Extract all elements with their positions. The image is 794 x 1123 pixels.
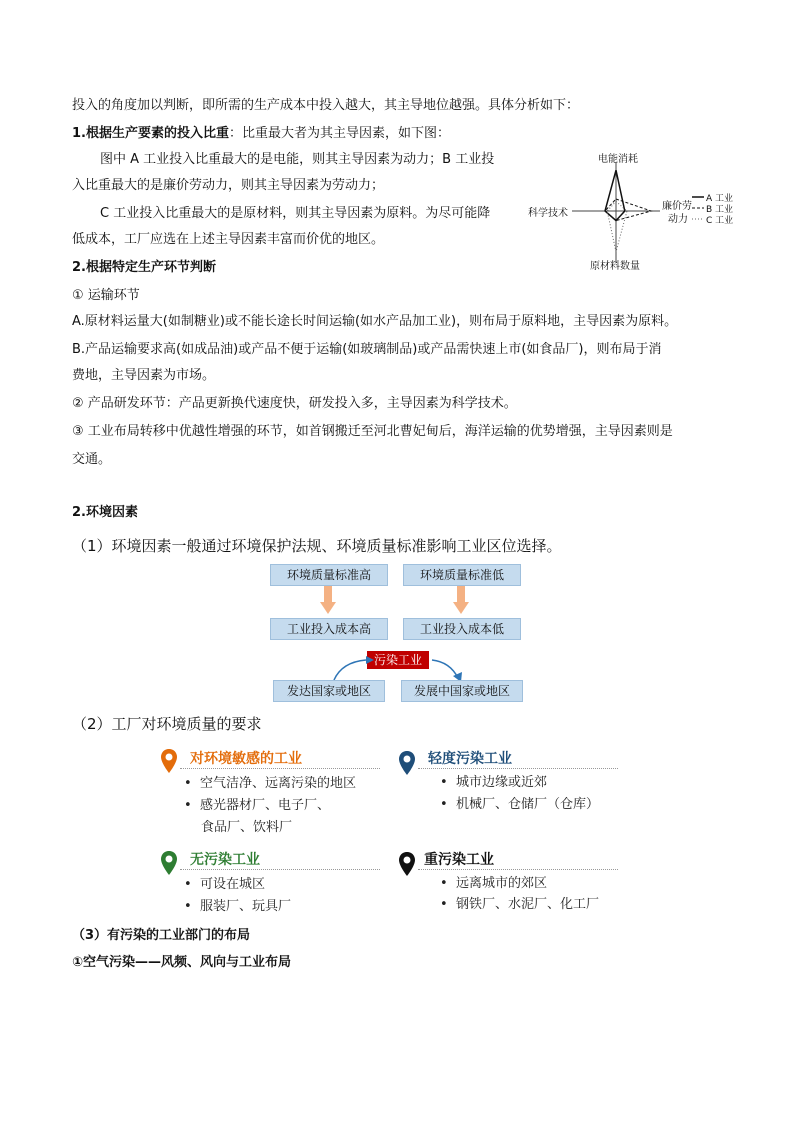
arrow-down-icon [320, 586, 336, 616]
pollution-industry-box: 污染工业 [367, 651, 429, 669]
developing-country-box: 发展中国家或地区 [401, 680, 523, 702]
radar-label-left: 科学技术 [528, 208, 568, 219]
process-heading: 2.根据特定生产环节判断 [72, 260, 216, 275]
paragraph-a-line2: 入比重最大的是廉价劳动力，则其主导因素为劳动力； [72, 178, 385, 193]
env-p3: （3）有污染的工业部门的布局 [72, 928, 251, 943]
env-p2: （2）工厂对环境质量的要求 [72, 715, 262, 733]
map-pin-icon [160, 850, 178, 876]
developed-country-box: 发达国家或地区 [273, 680, 385, 702]
heavy-pollution-title: 重污染工业 [424, 852, 494, 868]
high-standard-box: 环境质量标准高 [270, 564, 388, 586]
low-cost-box: 工业投入成本低 [403, 618, 521, 640]
env-heading: 2.环境因素 [72, 505, 138, 520]
env-p1: （1）环境因素一般通过环境保护法规、环境质量标准影响工业区位选择。 [72, 537, 562, 555]
transfer-item-line2: 交通。 [72, 452, 112, 467]
transport-item: ① 运输环节 [72, 288, 140, 303]
no-pollution-title: 无污染工业 [190, 852, 260, 868]
list-item: • 空气洁净、远离污染的地区 [184, 776, 356, 791]
divider [418, 768, 618, 769]
light-pollution-title: 轻度污染工业 [428, 751, 512, 767]
paragraph-c-line2: 低成本，工厂应选在上述主导因素丰富而价优的地区。 [72, 232, 385, 247]
high-cost-box: 工业投入成本高 [270, 618, 388, 640]
list-item: 食品厂、饮料厂 [201, 820, 293, 835]
list-item: • 服装厂、玩具厂 [184, 899, 291, 914]
transfer-item-line1: ③ 工业布局转移中优越性增强的环节，如首钢搬迁至河北曹妃甸后，海洋运输的优势增强，主导因素则是 [72, 424, 673, 439]
factor-ratio-heading [72, 124, 450, 144]
radar-label-right2: 动力 [668, 214, 688, 225]
legend-b: B 工业 [706, 205, 734, 215]
transport-a: A.原材料运量大(如制糖业)或不能长途长时间运输(如水产品加工业)，则布局于原料地，主导因素为原料。 [72, 314, 678, 329]
divider [180, 768, 380, 769]
flow-arrows [320, 650, 470, 684]
paragraph-c-line1: C 工业投入比重最大的是原材料，则其主导因素为原料。为尽可能降 [100, 206, 491, 221]
divider [418, 869, 618, 870]
legend-c: C 工业 [706, 216, 734, 226]
map-pin-icon [398, 750, 416, 776]
radar-label-top: 电能消耗 [598, 154, 638, 165]
list-item: • 机械厂、仓储厂（仓库） [440, 797, 599, 812]
transport-b-line1: B.产品运输要求高(如成品油)或产品不便于运输(如玻璃制品)或产品需快速上市(如食品厂)，则布局于消 [72, 342, 662, 357]
list-item: • 钢铁厂、水泥厂、化工厂 [440, 897, 599, 912]
map-pin-icon [398, 851, 416, 877]
map-pin-icon [160, 748, 178, 774]
arrow-down-icon [453, 586, 469, 616]
rd-item: ② 产品研发环节：产品更新换代速度快，研发投入多，主导因素为科学技术。 [72, 396, 517, 411]
heading-rest: ：比重最大者为其主导因素，如下图： [228, 126, 450, 141]
legend-a: A 工业 [706, 194, 734, 204]
list-item: • 远离城市的郊区 [440, 876, 547, 891]
low-standard-box: 环境质量标准低 [403, 564, 521, 586]
radar-label-right1: 廉价劳 [662, 201, 692, 212]
sensitive-industry-title: 对环境敏感的工业 [190, 751, 302, 767]
radar-label-bottom: 原材料数量 [590, 261, 640, 272]
list-item: • 城市边缘或近郊 [440, 775, 547, 790]
paragraph-a-line1: 图中 A 工业投入比重最大的是电能，则其主导因素为动力；B 工业投 [100, 152, 495, 167]
list-item: • 感光器材厂、电子厂、 [184, 798, 330, 813]
list-item: • 可设在城区 [184, 877, 265, 892]
transport-b-line2: 费地，主导因素为市场。 [72, 368, 216, 383]
env-p4: ①空气污染——风频、风向与工业布局 [72, 955, 292, 970]
divider [180, 869, 380, 870]
heading-bold: 1.根据生产要素的投入比重 [72, 126, 229, 141]
intro-text: 投入的角度加以判断，即所需的生产成本中投入越大，其主导地位越强。具体分析如下： [72, 98, 580, 113]
radar-chart [520, 145, 760, 275]
